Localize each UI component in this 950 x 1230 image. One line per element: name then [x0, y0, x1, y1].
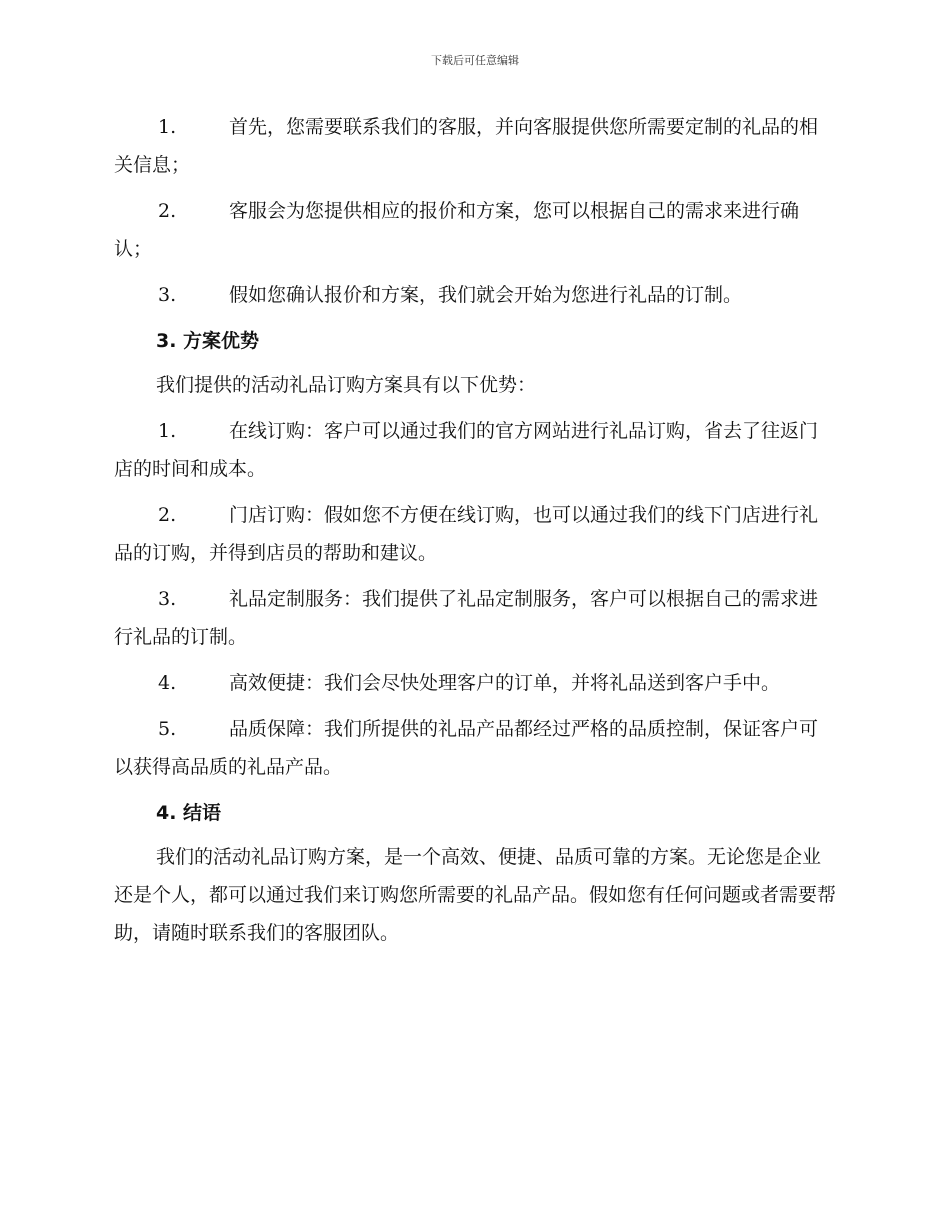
advantage-item	[114, 580, 836, 656]
advantage-item	[114, 710, 836, 786]
section-heading-advantages: 3. 方案优势	[156, 330, 260, 352]
advantage-text: 品质保障：我们所提供的礼品产品都经过严格的品质控制，保证客户可以获得高品质的礼品产品。	[114, 718, 819, 778]
advantage-text: 高效便捷：我们会尽快处理客户的订单，并将礼品送到客户手中。	[229, 672, 781, 694]
advantage-text: 在线订购：客户可以通过我们的官方网站进行礼品订购，省去了往返门店的时间和成本。	[114, 420, 819, 480]
step-item	[114, 192, 836, 268]
step-text: 客服会为您提供相应的报价和方案，您可以根据自己的需求来进行确认；	[114, 200, 800, 260]
step-item	[114, 108, 836, 184]
advantage-item	[114, 664, 836, 702]
advantage-number: 4.	[158, 672, 177, 694]
advantages-intro: 我们提供的活动礼品订购方案具有以下优势：	[156, 374, 537, 396]
advantage-number: 1.	[158, 420, 177, 442]
step-number: 2.	[158, 200, 177, 222]
section-heading-conclusion: 4. 结语	[156, 802, 222, 824]
conclusion-paragraph: 我们的活动礼品订购方案，是一个高效、便捷、品质可靠的方案。无论您是企业还是个人，都可以通过我们来订购您所需要的礼品产品。假如您有任何问题或者需要帮助，请随时联系我们的客服团队。	[114, 846, 837, 944]
step-text: 假如您确认报价和方案，我们就会开始为您进行礼品的订制。	[229, 284, 743, 306]
step-text: 首先，您需要联系我们的客服，并向客服提供您所需要定制的礼品的相关信息；	[114, 116, 819, 176]
page-header: 下载后可任意编辑	[431, 54, 519, 67]
step-number: 3.	[158, 284, 177, 306]
advantage-number: 3.	[158, 588, 177, 610]
advantage-item	[114, 412, 836, 488]
advantage-text: 礼品定制服务：我们提供了礼品定制服务，客户可以根据自己的需求进行礼品的订制。	[114, 588, 819, 648]
advantage-text: 门店订购：假如您不方便在线订购，也可以通过我们的线下门店进行礼品的订购，并得到店员的帮助和建议。	[114, 504, 819, 564]
step-number: 1.	[158, 116, 177, 138]
advantage-number: 5.	[158, 718, 177, 740]
advantage-number: 2.	[158, 504, 177, 526]
step-item	[114, 276, 836, 314]
document-body	[114, 108, 836, 960]
advantage-item	[114, 496, 836, 572]
